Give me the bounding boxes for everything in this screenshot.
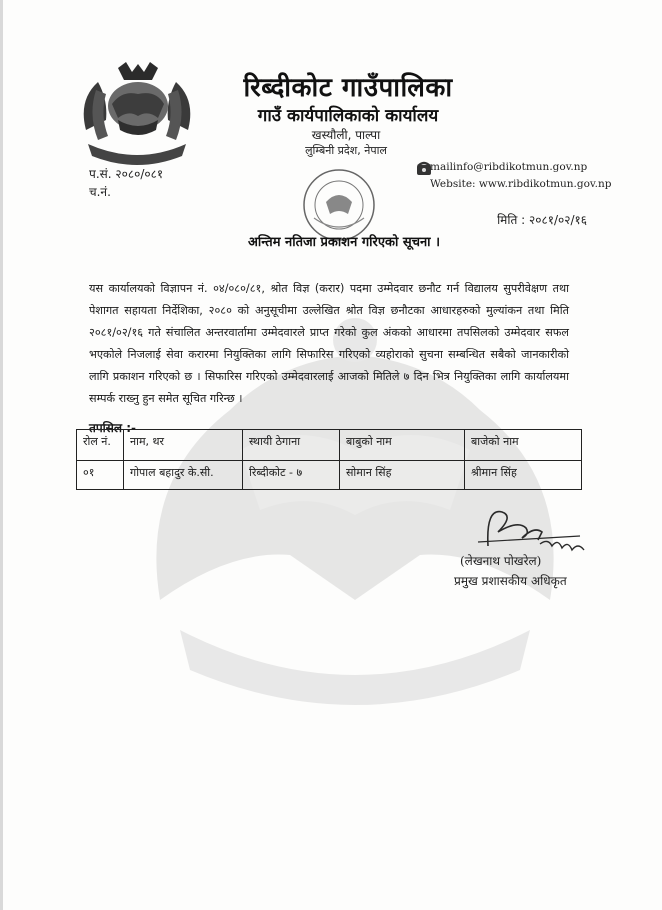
contact-email: mailinfo@ribdikotmun.gov.np xyxy=(430,161,588,173)
notice-body: यस कार्यालयको विज्ञापन नं. ०४/०८०/८१, श्रोत विज्ञ (करार) पदमा उम्मेदवार छनौट गर्न विद्यालय सुपरीवेक्षण तथा पेशागत सहायता निर्देशिका, २०८० को अनुसूचीमा उल्लेखित श्रोत विज्ञ छनौटका आधारहरुको मुल्यांकन तथा मिति २०८१/०२/१६ गते संचालित अन्तरवार्तामा उम्मेदवारले प्राप्त गरेको कुल अंकको आधारमा तपसिलको उम्मेदवार सफल भएकोले निजलाई सेवा करारमा नियुक्तिका लागि सिफारिस गरिएको व्यहोराको सुचना सम्बन्धित सबैको जानकारीको लागि प्रकाशन गरिएको छ । सिफारिस गरिएको उम्मेदवारलाई आजको मितिले ७ दिन भित्र नियुक्तिका लागि कार्यालयमा सम्पर्क राख्नु हुन समेत सूचित गरिन्छ । xyxy=(89,282,569,405)
office-name: गाउँ कार्यपालिकाको कार्यालय xyxy=(257,106,439,126)
cell-grandfather-name: श्रीमान सिंह xyxy=(465,461,582,490)
header-grandfather-name: बाजेको नाम xyxy=(465,430,582,461)
signatory-title: प्रमुख प्रशासकीय अधिकृत xyxy=(454,574,567,588)
notice-date: मिति : २०८१/०२/१६ xyxy=(497,213,587,227)
signatory-name: (लेखनाथ पोखरेल) xyxy=(460,554,542,568)
office-address: खस्यौली, पाल्पा xyxy=(311,128,381,142)
contact-website: Website: www.ribdikotmun.gov.np xyxy=(430,178,612,190)
table-header-row xyxy=(77,430,582,461)
header-name: नाम, थर xyxy=(124,430,243,461)
results-table xyxy=(76,429,582,490)
cell-father-name: सोमान सिंह xyxy=(340,461,465,490)
cell-name: गोपाल बहादुर के.सी. xyxy=(124,461,243,490)
details-label: तपसिल :- xyxy=(89,421,136,435)
header-father-name: बाबुको नाम xyxy=(340,430,465,461)
notice-title: अन्तिम नतिजा प्रकाशन गरिएको सूचना । xyxy=(247,235,441,250)
dispatch-number: च.नं. xyxy=(89,185,111,199)
reference-number: प.सं. २०८०/०८१ xyxy=(89,167,164,181)
office-province: लुम्बिनी प्रदेश, नेपाल xyxy=(305,144,387,157)
municipality-name: रिब्दीकोट गाउँपालिका xyxy=(243,73,453,103)
table-row xyxy=(77,461,582,490)
header-address: स्थायी ठेगाना xyxy=(243,430,340,461)
cell-roll-number: ०१ xyxy=(77,461,124,490)
cell-address: रिब्दीकोट - ७ xyxy=(243,461,340,490)
header-roll-number: रोल नं. xyxy=(77,430,124,461)
